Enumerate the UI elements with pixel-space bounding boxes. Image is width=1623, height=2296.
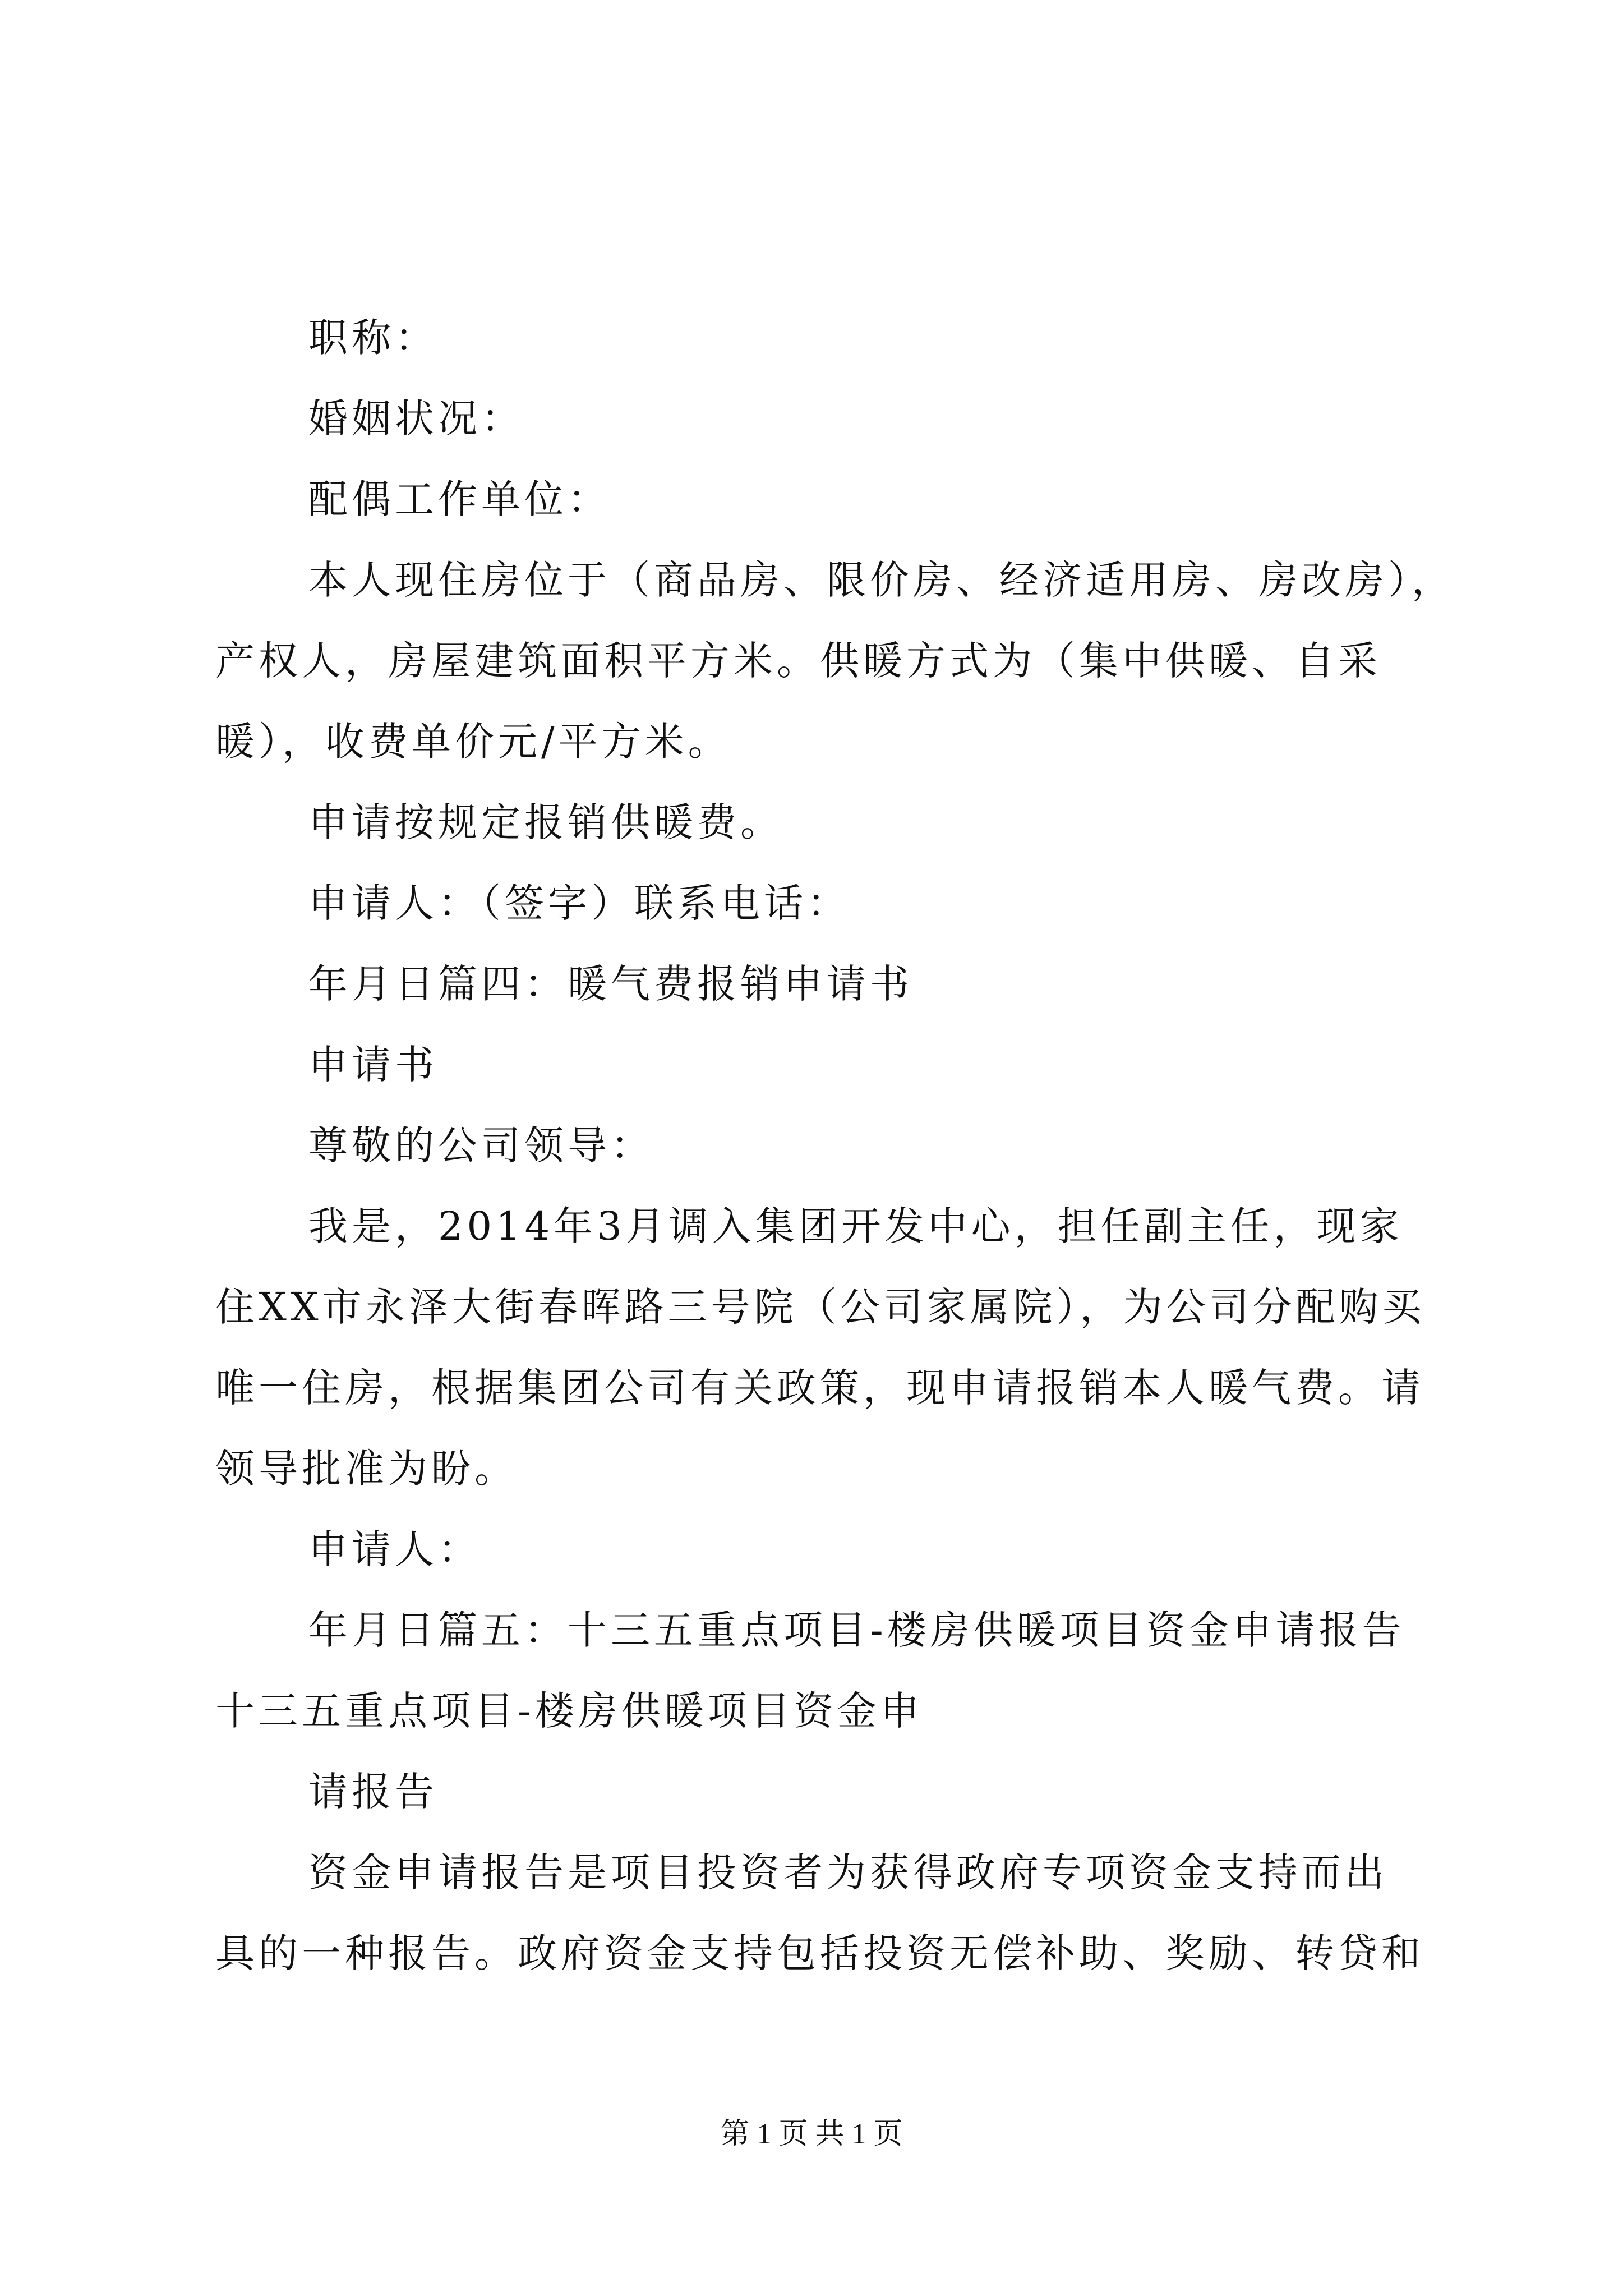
paragraph-line: 申请人：: [308, 1526, 481, 1572]
paragraph-line: 住XX市永泽大街春晖路三号院（公司家属院），为公司分配购买: [215, 1284, 1426, 1330]
paragraph-line: 尊敬的公司领导：: [308, 1122, 654, 1168]
paragraph-line: 年月日篇五：十三五重点项目-楼房供暖项目资金申请报告: [308, 1607, 1405, 1653]
paragraph-line: 申请按规定报销供暖费。: [308, 799, 783, 845]
document-body: [215, 297, 1455, 1994]
paragraph-line: 产权人，房屋建筑面积平方米。供暖方式为（集中供暖、自采: [215, 638, 1381, 684]
paragraph-line: 配偶工作单位：: [308, 476, 611, 522]
paragraph-line: 领导批准为盼。: [215, 1446, 518, 1492]
page-number-label: 第 1 页 共 1 页: [720, 2118, 903, 2150]
paragraph-line: 职称：: [308, 315, 438, 361]
paragraph-line: 具的一种报告。政府资金支持包括投资无偿补助、奖励、转贷和: [215, 1930, 1424, 1976]
paragraph-line: 申请人：（签字）联系电话：: [308, 880, 850, 926]
paragraph-line: 请报告: [308, 1769, 438, 1815]
paragraph-line: 本人现住房位于（商品房、限价房、经济适用房、房改房），: [308, 557, 1455, 603]
paragraph-line: 资金申请报告是项目投资者为获得政府专项资金支持而出: [308, 1849, 1388, 1895]
paragraph-line: 暖），收费单价元/平方米。: [215, 719, 731, 765]
paragraph-line: 婚姻状况：: [308, 395, 524, 441]
paragraph-line: 十三五重点项目-楼房供暖项目资金申: [215, 1688, 924, 1734]
paragraph-line: 申请书: [308, 1042, 438, 1088]
paragraph-line: 我是，2014年3月调入集团开发中心，担任副主任，现家: [308, 1203, 1403, 1249]
page-footer: [0, 2115, 1623, 2154]
paragraph-line: 唯一住房，根据集团公司有关政策，现申请报销本人暖气费。请: [215, 1365, 1424, 1411]
paragraph-line: 年月日篇四：暖气费报销申请书: [308, 961, 913, 1007]
